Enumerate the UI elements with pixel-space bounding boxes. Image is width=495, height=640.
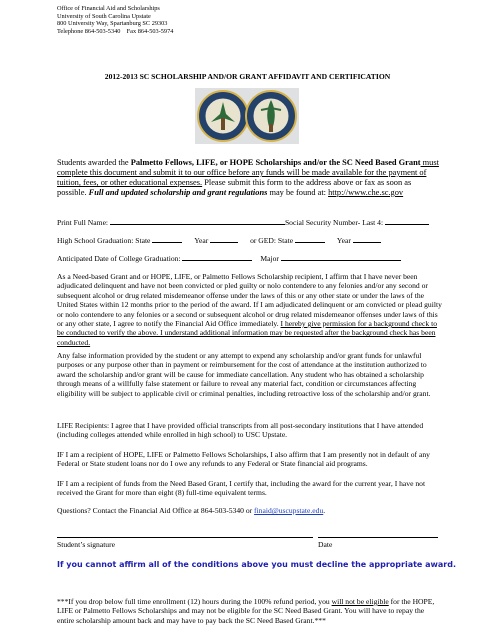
footnote-not-eligible: will not be eligible [331,597,389,606]
need-based-paragraph: IF I am a recipient of funds from the Need Based Grant, I certify that, including the award for the current year, I have not received the Grant for more than eight (8) full-time equivalent terms. [57,479,426,498]
intro-paragraph [57,158,442,198]
default-paragraph: IF I am a recipient of HOPE, LIFE or Palmetto Fellows Scholarships, I also affirm that I am presently not in default of any Federal or State student loans nor do I owe any refunds to any Federal or State financial aid programs. [57,450,430,469]
ged-year-field[interactable] [353,236,381,243]
hs-state-label: High School Graduation: State [57,236,153,245]
life-recipients-paragraph: LIFE Recipients: I agree that I have provided official transcripts from all post-secondary institutions that I have attended (including colleges attended while enrolled in high school) to USC Upstate. [57,421,424,440]
che-link[interactable]: http://www.che.sc.gov [328,188,404,197]
questions-text: Questions? Contact the Financial Aid Office at 864-503-5340 or [57,506,255,515]
date-line[interactable] [318,537,438,538]
phone-fax: Telephone 864-503-5340 Fax 864-503-5974 [57,27,174,35]
intro-text-1: Students awarded the [57,158,131,167]
affirmation-paragraph [57,272,442,347]
major-field[interactable] [281,254,401,261]
intro-regulations: Full and updated scholarship and grant regulations [88,188,268,197]
affirmation-text: As a Need-based Grant and or HOPE, LIFE, or Palmetto Fellows Scholarship recipient, I affirm that I have never been adjudicated delinquent and have not been convicted or pled guilty or nolo contendere to any felonies and/or any second or subsequent alcohol or drug related misdemeanor offense under the laws of this or any other state or under the laws of the United States within 12 months prior to the period of the award. If I am adjudicated delinquent or am convicted or plead guilty or nolo contendere to any felonies or a second or subsequent alcohol or drug related misdemeanor offenses under laws of this or any other state, I agree to notify the Financial Aid Office immediately. [57,272,442,329]
intro-requirement: must complete this document and submit it to our office before any funds will be made available for the payment of tuition, fees, or other educational expenses. [57,158,439,187]
footnote-text-2: for the HOPE, LIFE or Palmetto Fellows Scholarships and may not be eligible for the SC Need Based Grant. You will have to repay the entire scholarship amount back and may have to pay back the SC Need Based Grant.*** [57,597,435,625]
questions-end: . [323,506,326,515]
questions-line [57,506,442,515]
office-name: Office of Financial Aid and Scholarships [57,5,160,12]
ged-state-field[interactable] [295,236,325,243]
print-name-label: Print Full Name: [57,218,110,227]
hs-state-field[interactable] [152,236,182,243]
background-check-consent: I hereby give permission for a background check to be conducted to verify the above. I understand additional information may be requested after the background check has been conducted. [57,319,437,347]
street-address: 800 University Way, Spartanburg SC 29303 [57,20,168,28]
footnote-text-1: ***If you drop below full time enrollment (12) hours during the 100% refund period, you [57,597,332,606]
ged-year-label: Year [336,236,353,245]
ged-state-label: or GED: State [250,236,295,245]
right-seal-icon [246,91,296,141]
ssn-label: Social Security Number- Last 4: [284,218,385,227]
seal-graphic [195,88,299,144]
ssn-field[interactable] [385,218,429,225]
intro-text-3: Please submit this form to the address above or fax as soon as possible. [57,178,412,197]
anticipated-date-label: Anticipated Date of College Graduation: [57,254,183,263]
hs-year-label: Year [194,236,211,245]
seal-emblem [195,88,299,144]
university-name: University of South Carolina Upstate [57,12,151,20]
false-information-paragraph: Any false information provided by the student or any attempt to expend any scholarship and/or grant funds for unlawful purposes or any purpose other than in payment or reimbursement for the cost of attendance at the institution authorized to award the scholarship and/or grant will be cause for immediate cancellation. Any student who has obtained a scholarship through means of a willfully false statement or failure to reveal any material fact, condition or circumstances affecting eligibility will be subject to applicable civil or criminal penalties, including retroactive loss of the scholarship and/or grant. [57,351,431,398]
intro-text-4: may be found at: [267,188,329,197]
hs-year-field[interactable] [210,236,238,243]
left-seal-icon [198,91,248,141]
refund-footnote [57,597,442,625]
decline-warning: If you cannot affirm all of the conditions above you must decline the appropriate award. [57,560,457,569]
graduation-row [57,236,442,245]
intro-programs: Palmetto Fellows, LIFE, or HOPE Scholarships and/or the SC Need Based Grant [130,158,421,167]
office-address-block [57,5,307,35]
major-label: Major [260,254,281,263]
signature-line[interactable] [57,537,313,538]
student-signature-label: Student’s signature [57,540,116,549]
anticipated-date-field[interactable] [182,254,252,261]
finaid-email-link[interactable]: finaid@uscupstate.edu [254,506,324,515]
anticipated-major-row [57,254,442,263]
form-title: 2012-2013 SC SCHOLARSHIP AND/OR GRANT AFFIDAVIT AND CERTIFICATION [104,72,391,81]
date-label: Date [318,540,333,549]
print-name-field[interactable] [110,218,285,225]
name-ssn-row [57,218,442,227]
